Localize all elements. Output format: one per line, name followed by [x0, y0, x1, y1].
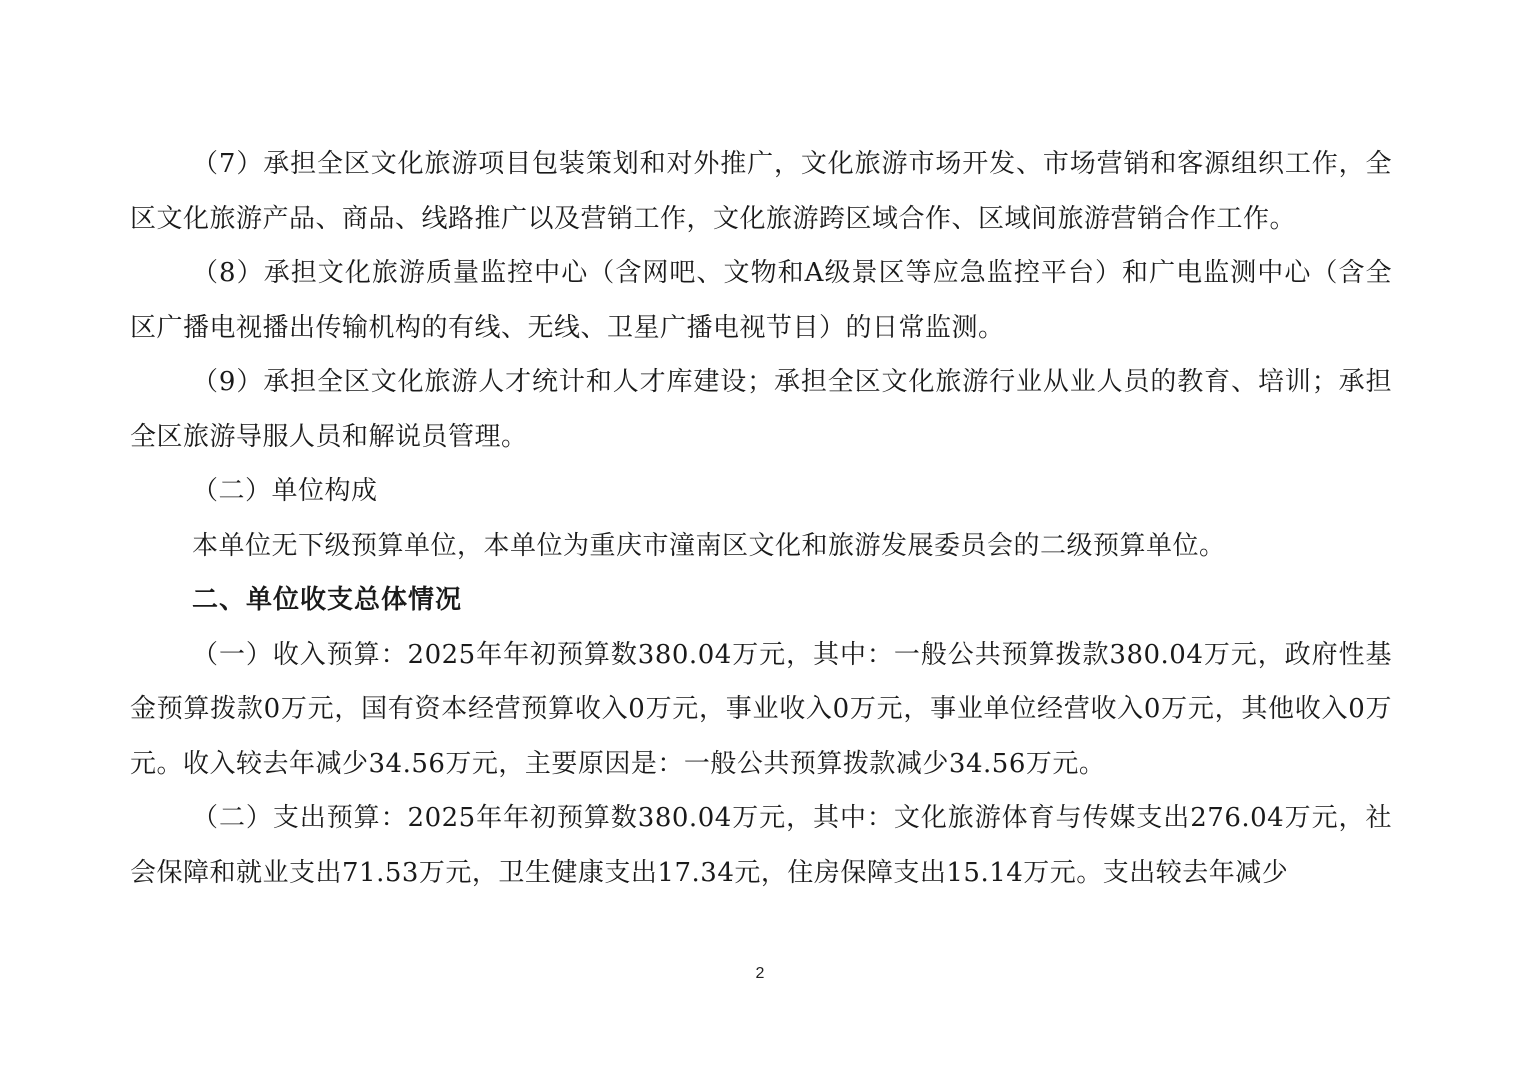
section-heading-income-expenditure: 二、单位收支总体情况	[192, 585, 463, 615]
paragraph-item-7: （7）承担全区文化旅游项目包装策划和对外推广，文化旅游市场开发、市场营销和客源组织工作，全区文化旅游产品、商品、线路推广以及营销工作，文化旅游跨区域合作、区域间旅游营销合作工作。	[130, 149, 1392, 234]
paragraph-expenditure-budget: （二）支出预算：2025年年初预算数380.04万元，其中：文化旅游体育与传媒支出276.04万元，社会保障和就业支出71.53万元，卫生健康支出17.34元，住房保障支出15.14万元。支出较去年减少	[130, 803, 1392, 888]
paragraph-unit-composition: 本单位无下级预算单位，本单位为重庆市潼南区文化和旅游发展委员会的二级预算单位。	[192, 530, 1226, 561]
document-body	[130, 137, 1392, 900]
page-number: 2	[755, 965, 765, 982]
paragraph-item-9: （9）承担全区文化旅游人才统计和人才库建设；承担全区文化旅游行业从业人员的教育、培训；承担全区旅游导服人员和解说员管理。	[130, 367, 1392, 452]
subheading-unit-composition: （二）单位构成	[192, 476, 378, 506]
paragraph-income-budget: （一）收入预算：2025年年初预算数380.04万元，其中：一般公共预算拨款380.04万元，政府性基金预算拨款0万元，国有资本经营预算收入0万元，事业收入0万元，事业单位经营收入0万元，其他收入0万元。收入较去年减少34.56万元，主要原因是：一般公共预算拨款减少34.56万元。	[130, 639, 1392, 779]
paragraph-item-8: （8）承担文化旅游质量监控中心（含网吧、文物和A级景区等应急监控平台）和广电监测中心（含全区广播电视播出传输机构的有线、无线、卫星广播电视节目）的日常监测。	[130, 258, 1392, 343]
